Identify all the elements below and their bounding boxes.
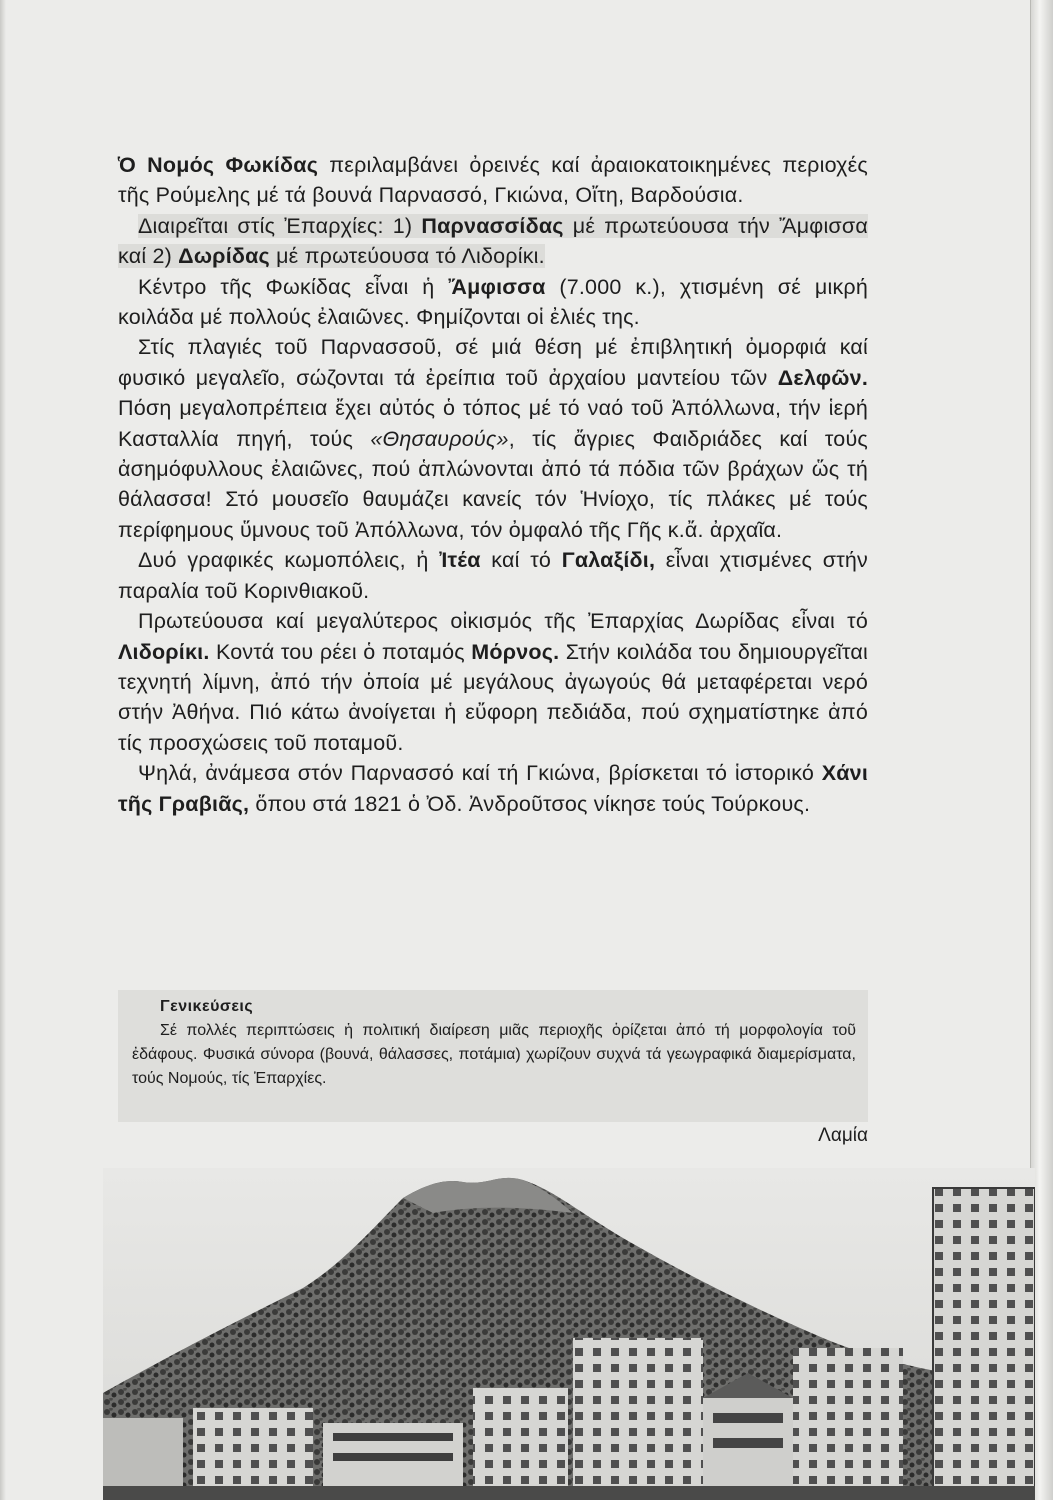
paragraph <box>118 150 868 211</box>
bold-term: Λιδορίκι. <box>118 639 210 664</box>
photo-illustration <box>103 1168 1035 1500</box>
text-run: καί τό <box>480 548 562 573</box>
town-hill-photo <box>103 1168 1035 1500</box>
book-spine-shadow <box>0 0 6 1500</box>
bold-term: Ὁ Νομός Φωκίδας <box>118 153 319 177</box>
text-run: Δυό γραφικές κωμοπόλεις, ἡ <box>138 548 440 573</box>
text-run: Στίς πλαγιές τοῦ Παρνασσοῦ, σέ μιά θέση μέ ἐπιβλητική ὀμορφιά καί φυσικό μεγαλεῖο, σώζονται τά ἐρείπια τοῦ ἀρχαίου μαντείου τῶν <box>118 335 868 390</box>
bold-term: Ἰτέα <box>439 548 481 573</box>
text-run: ὅπου στά 1821 ὁ Ὀδ. Ἀνδροῦτσος νίκησε τούς Τούρκους. <box>249 791 811 816</box>
bold-term: Μόρνος. <box>471 639 560 664</box>
text-run: Κέντρο τῆς Φωκίδας εἶναι ἡ <box>138 274 449 299</box>
text-run: εἶναι χτισμένες στήν παραλία τοῦ Κορινθιακοῦ. <box>118 548 868 603</box>
summary-title: Γενικεύσεις <box>160 998 254 1015</box>
main-text <box>118 150 868 819</box>
bold-term: Δελφῶν. <box>777 365 868 390</box>
text-run: «Θησαυρούς» <box>370 426 509 451</box>
paragraph <box>118 758 868 819</box>
text-run: Κοντά του ρέει ὁ ποταμός <box>209 639 472 664</box>
paragraph <box>118 332 868 545</box>
bold-term: Χάνι τῆς Γραβιᾶς, <box>118 761 868 816</box>
text-run: μέ πρωτεύουσα τό Λιδορίκι. <box>269 244 545 269</box>
text-run: Πρωτεύουσα καί μεγαλύτερος οἰκισμός τῆς Ἐπαρχίας Δωρίδας εἶναι τό <box>138 609 868 634</box>
text-run: , τίς ἄγριες Φαιδριάδες καί τούς ἀσημόφυλλους ἐλαιῶνες, πού ἁπλώνονται ἀπό τά πόδια τῶν βράχων ὥς τή θάλασσα! Στό μουσεῖο θαυμάζει κανείς τόν Ἡνίοχο, τίς πλάκες μέ τούς περίφημους ὕμνους τοῦ Ἀπόλλωνα, τόν ὀμφαλό τῆς Γῆς κ.ἄ. ἀρχαῖα. <box>118 426 868 542</box>
photo-caption: Λαμία <box>818 1125 868 1146</box>
text-run: (7.000 κ.), χτισμένη σέ μικρή κοιλάδα μέ πολλούς ἐλαιῶνες. Φημίζονται οἱ ἐλιές της. <box>118 274 868 330</box>
paragraph <box>118 211 868 272</box>
bold-term: Δωρίδας <box>178 244 270 269</box>
summary-box <box>118 990 868 1122</box>
summary-text: Σέ πολλές περιπτώσεις ἡ πολιτική διαίρεση μιᾶς περιοχῆς ὁρίζεται ἀπό τή μορφολογία τοῦ ἐδάφους. Φυσικά σύνορα (βουνά, θάλασσες, ποτάμια) χωρίζουν συχνά τά γεωγραφικά διαμερίσματα, τούς Νομούς, τίς Ἐπαρχίες. <box>132 1022 856 1087</box>
text-run: μέ πρωτεύουσα τήν Ἄμφισσα καί 2) <box>118 213 868 269</box>
text-run: περιλαμβάνει ὀρεινές καί ἀραιοκατοικημένες περιοχές τῆς Ρούμελης μέ τά βουνά Παρνασσό, Γκιώνα, Οἴτη, Βαρδούσια. <box>118 153 868 208</box>
text-run: Πόση μεγαλοπρέπεια ἔχει αὐτός ὁ τόπος μέ τό ναό τοῦ Ἀπόλλωνα, τήν ἱερή Κασταλλία πηγή, τούς <box>118 396 868 451</box>
text-run: Στήν κοιλάδα του δημιουργεῖται τεχνητή λίμνη, ἀπό τήν ὁποία μέ μεγάλους ἀγωγούς θά μεταφέρεται νερό στήν Ἀθήνα. Πιό κάτω ἀνοίγεται ἡ εὔφορη πεδιάδα, πού σχηματίστηκε ἀπό τίς προσχώσεις τοῦ ποταμοῦ. <box>118 639 868 755</box>
paragraph <box>118 545 868 606</box>
bold-term: Γαλαξίδι, <box>561 548 656 573</box>
text-run: Ψηλά, ἀνάμεσα στόν Παρνασσό καί τή Γκιώνα, βρίσκεται τό ἱστορικό <box>138 761 822 786</box>
text-run: Διαιρεῖται στίς Ἐπαρχίες: 1) <box>138 213 422 238</box>
paragraph <box>118 272 868 333</box>
paragraph <box>118 606 868 758</box>
bold-term: Παρνασσίδας <box>421 213 564 238</box>
bold-term: Ἄμφισσα <box>448 274 546 299</box>
